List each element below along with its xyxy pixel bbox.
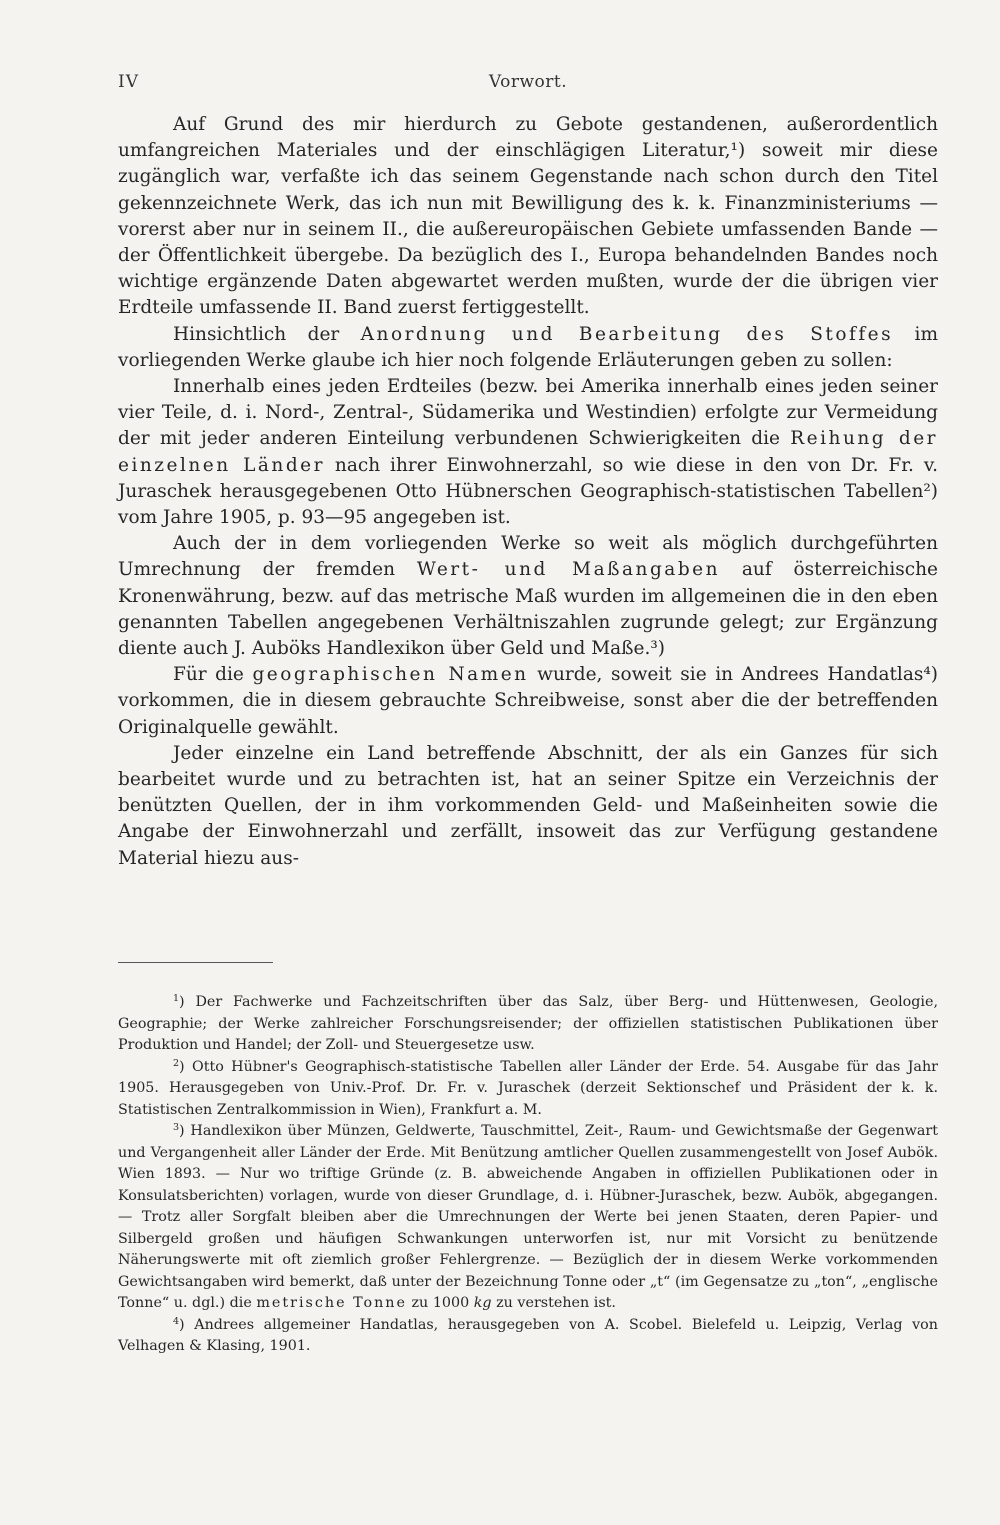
- footnotes: [118, 992, 938, 1358]
- running-title: Vorwort.: [488, 72, 568, 92]
- body-text: [118, 112, 938, 872]
- footnote-2: $^2$) Otto Hübner's Geographisch-statistische Tabellen aller Länder der Erde. 54. Ausgabe für das Jahr 1905. Herausgegeben von Univ.-Prof. Dr. Fr. v. Juraschek (derzeit Sektionschef und Präsident der k. k. Statistischen Zentralkommission in Wien), Frankfurt a. M.: [118, 1057, 938, 1118]
- spaced-emphasis: geographischen Namen: [252, 664, 529, 686]
- paragraph-3: Innerhalb eines jeden Erdteiles (bezw. bei Amerika innerhalb eines jeden seiner vier Teile, d. i. Nord-, Zentral-, Südamerika und Westindien) erfolgte zur Vermeidung der mit jeder anderen Einteilung verbundenen Schwierigkeiten die Reihung der einzelnen Länder nach ihrer Einwohnerzahl, so wie diese in den von Dr. Fr. v. Juraschek herausgegebenen Otto Hübnerschen Geographisch-statistischen Tabellen²) vom Jahre 1905, p. 93—95 angegeben ist.: [118, 376, 939, 529]
- spaced-emphasis: metrische Tonne: [256, 1295, 407, 1311]
- footnote-1: $^1$) Der Fachwerke und Fachzeitschriften über das Salz, über Berg- und Hüttenwesen, Geologie, Geographie; der Werke zahlreicher Forschungsreisender; der offiziellen statistischen Publikationen über Produktion und Handel; der Zoll- und Steuergesetze usw.: [118, 993, 938, 1053]
- paragraph-4: Auch der in dem vorliegenden Werke so weit als möglich durchgeführten Umrechnung der fremden Wert- und Maßangaben auf österreichische Kronenwährung, bezw. auf das metrische Maß wurden im allgemeinen die in den eben genannten Tabellen angegebenen Verhältniszahlen zugrunde gelegt; zur Ergänzung diente auch J. Auböks Handlexikon über Geld und Maße.³): [118, 533, 939, 660]
- paragraph-6: Jeder einzelne ein Land betreffende Abschnitt, der als ein Ganzes für sich bearbeitet wurde und zu betrachten ist, hat an seiner Spitze ein Verzeichnis der benützten Quellen, der in ihm vorkommenden Geld- und Maßeinheiten sowie die Angabe der Einwohnerzahl und zerfällt, insoweit das zur Verfügung gestandene Material hiezu aus-: [118, 742, 938, 869]
- page-header: [118, 72, 938, 98]
- spaced-emphasis: Reihung der einzelnen Länder: [118, 428, 939, 476]
- footnote-3: $^3$) Handlexikon über Münzen, Geldwerte, Tauschmittel, Zeit-, Raum- und Gewichtsmaße der Gegenwart und Vergangenheit aller Länder der Erde. Mit Benützung amtlicher Quellen zusammengestellt von Josef Aubök. Wien 1893. — Nur wo triftige Gründe (z. B. abweichende Angaben in offiziellen Publikationen oder in Konsulatsberichten) vorlagen, wurde von dieser Grundlage, d. i. Hübner-Juraschek, bezw. Aubök, abgegangen. — Trotz aller Sorgfalt bleiben aber die Umrechnungen der Werte bei jenen Staaten, deren Papier- und Silbergeld großen und häufigen Schwankungen unterworfen ist, nur mit Vorsicht zu benützende Näherungswerte mit oft ziemlich großer Fehlergrenze. — Bezüglich der in diesem Werke vorkommenden Gewichtsangaben wird bemerkt, daß unter der Bezeichnung Tonne oder „t“ (im Gegensatze zu „ton“, „englische Tonne“ u. dgl.) die metrische Tonne zu 1000 kg zu verstehen ist.: [118, 1122, 938, 1311]
- page-number: IV: [118, 72, 139, 92]
- spaced-emphasis: Anordnung und Bearbeitung des Stoffes: [360, 323, 894, 345]
- spaced-emphasis: Wert- und Maßangaben: [416, 559, 721, 581]
- paragraph-1: Auf Grund des mir hierdurch zu Gebote gestandenen, außerordentlich umfangreichen Materiales und der einschlägigen Literatur,¹) soweit mir diese zugänglich war, verfaßte ich das seinem Gegenstande nach schon durch den Titel gekennzeichnete Werk, das ich nun mit Bewilligung des k. k. Finanzministeriums — vorerst aber nur in seinem II., die außereuropäischen Gebiete umfassenden Bande — der Öffentlichkeit übergebe. Da bezüglich des I., Europa behandelnden Bandes noch wichtige ergänzende Daten abgewartet werden mußten, wurde der die übrigen vier Erdteile umfassende II. Band zuerst fertiggestellt.: [118, 114, 938, 319]
- paragraph-5: Für die geographischen Namen wurde, soweit sie in Andrees Handatlas⁴) vorkommen, die in diesem gebrauchte Schreibweise, sonst aber die der betreffenden Originalquelle gewählt.: [118, 664, 938, 738]
- paragraph-2: Hinsichtlich der Anordnung und Bearbeitung des Stoffes im vorliegenden Werke glaube ich hier noch folgende Erläuterungen geben zu sollen:: [118, 323, 939, 371]
- unit-kg: kg: [473, 1295, 492, 1311]
- footnote-4: $^4$) Andrees allgemeiner Handatlas, herausgegeben von A. Scobel. Bielefeld u. Leipzig, Verlag von Velhagen & Klasing, 1901.: [118, 1315, 938, 1354]
- footnote-divider: [118, 962, 273, 963]
